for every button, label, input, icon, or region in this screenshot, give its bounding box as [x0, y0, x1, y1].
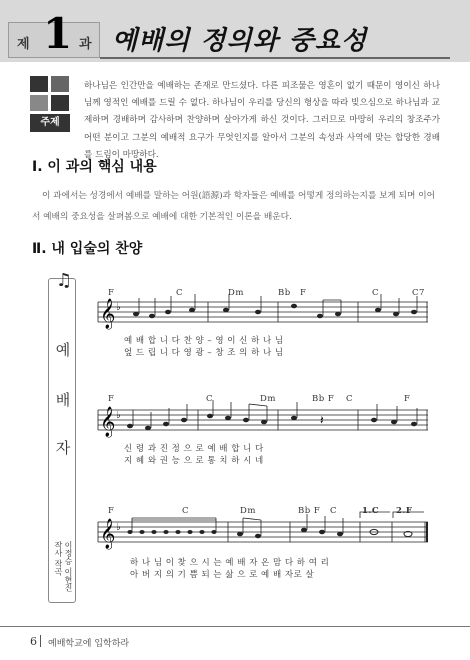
staff-row-1 — [98, 292, 428, 332]
lesson-suffix: 과 — [79, 37, 92, 52]
chord-Dm-3: Dm — [240, 506, 256, 516]
hymn-credit-names: 이정승 이현진 — [64, 541, 73, 592]
chord-Dm-1: Dm — [228, 288, 244, 298]
hymn-title-char-2: 배 — [55, 391, 71, 409]
lesson-prefix: 제 — [17, 37, 30, 52]
chord-C-3: C — [206, 394, 214, 404]
music-note-icon: ♫ — [56, 270, 73, 291]
section2-title: Ⅱ. 내 입술의 찬양 — [32, 241, 143, 257]
chord-F-4: F — [404, 394, 411, 404]
chord-Dm-2: Dm — [260, 394, 276, 404]
svg-text:𝄽: 𝄽 — [320, 413, 324, 427]
lyric-row2-line2: 지 혜 와 권 능 으 로 통 치 하 시 네 — [124, 456, 264, 466]
chord-F-5: F — [108, 506, 115, 516]
chord-Bb-1: Bb — [278, 288, 291, 298]
chord-C-5: C — [182, 506, 190, 516]
chord-C-6: C — [330, 506, 338, 516]
chord-C-1: C — [176, 288, 184, 298]
chapter-title: 예배의 정의와 중요성 — [112, 26, 368, 56]
lyric-row1-line1: 예 배 합 니 다 찬 양 – 영 이 신 하 나 님 — [124, 336, 284, 346]
chord-BbF-1: Bb F — [312, 394, 335, 404]
theme-text: 하나님은 인간만을 예배하는 존재로 만드셨다. 다른 피조물은 영혼이 없기 때문이 영이신 하나님께 영적인 예배를 드릴 수 없다. 하나님이 우리를 당신의 형상을 따라 빚으심으로 하나님과 교제하며 경배하며 감사하며 찬양하며 살아가게 하신 것이다. 그러므로 마땅히 우리의 창조주가 어떤 분이고 그분의 예배적 요구가 무엇인지를 알아서 그분의 속성과 사역에 맞는 합당한 경배를 드림이 마땅하다. — [84, 81, 440, 160]
lesson-number: 1 — [43, 9, 73, 58]
chord-C7-1: C7 — [412, 288, 425, 298]
book-title: 예배학교에 입학하라 — [48, 639, 130, 649]
chord-F-2: F — [300, 288, 307, 298]
svg-text:𝄞: 𝄞 — [100, 519, 116, 549]
svg-text:𝄞: 𝄞 — [100, 299, 116, 329]
footer-divider — [40, 635, 41, 647]
staff-row-3 — [98, 512, 428, 552]
chord-BbF-2: Bb F — [298, 506, 321, 516]
hymn-credit-labels: 작사 작곡 — [54, 541, 63, 576]
svg-text:♭: ♭ — [116, 522, 121, 533]
page-footer — [0, 626, 470, 660]
lyric-row3-line2: 아 버 지 의 기 쁨 되 는 삶 으 로 예 배 자로 살 — [130, 570, 315, 580]
page-number: 6 — [30, 635, 37, 648]
chord-C-4: C — [346, 394, 354, 404]
svg-text:♭: ♭ — [116, 302, 121, 313]
chord-F-1: F — [108, 288, 115, 298]
ending-2-chord: 2.F — [396, 506, 413, 516]
staff-row-2 — [98, 400, 428, 440]
chord-F-3: F — [108, 394, 115, 404]
hymn-sidebar — [48, 278, 76, 603]
svg-text:𝄞: 𝄞 — [100, 407, 116, 437]
hymn-title-char-3: 자 — [55, 439, 71, 457]
theme-label: 주제 — [30, 114, 70, 132]
ending-1-chord: 1.C — [362, 506, 380, 516]
section1-title: Ⅰ. 이 과의 핵심 내용 — [32, 159, 157, 175]
lyric-row1-line2: 엎 드 립 니 다 영 광 – 창 조 의 하 나 님 — [124, 348, 284, 358]
header-divider — [100, 57, 450, 59]
lyric-row3-line1: 하 나 님 이 찾 으 시 는 예 배 자 온 맘 다 하 여 리 — [130, 558, 330, 568]
section1-body: 이 과에서는 성경에서 예배를 말하는 어원(語源)과 학자들은 예배를 어떻게 정의하는지를 보게 되며 이어서 예배의 중요성을 살펴봄으로 예배에 대한 기본적인 이론을 배운다. — [32, 191, 435, 222]
hymn-title-char-1: 예 — [55, 341, 71, 359]
chapter-header — [0, 0, 470, 62]
svg-text:♭: ♭ — [116, 410, 121, 421]
chord-C-2: C — [372, 288, 380, 298]
lyric-row2-line1: 신 령 과 진 정 으 로 예 배 합 니 다 — [124, 444, 264, 454]
lesson-badge — [8, 9, 100, 58]
